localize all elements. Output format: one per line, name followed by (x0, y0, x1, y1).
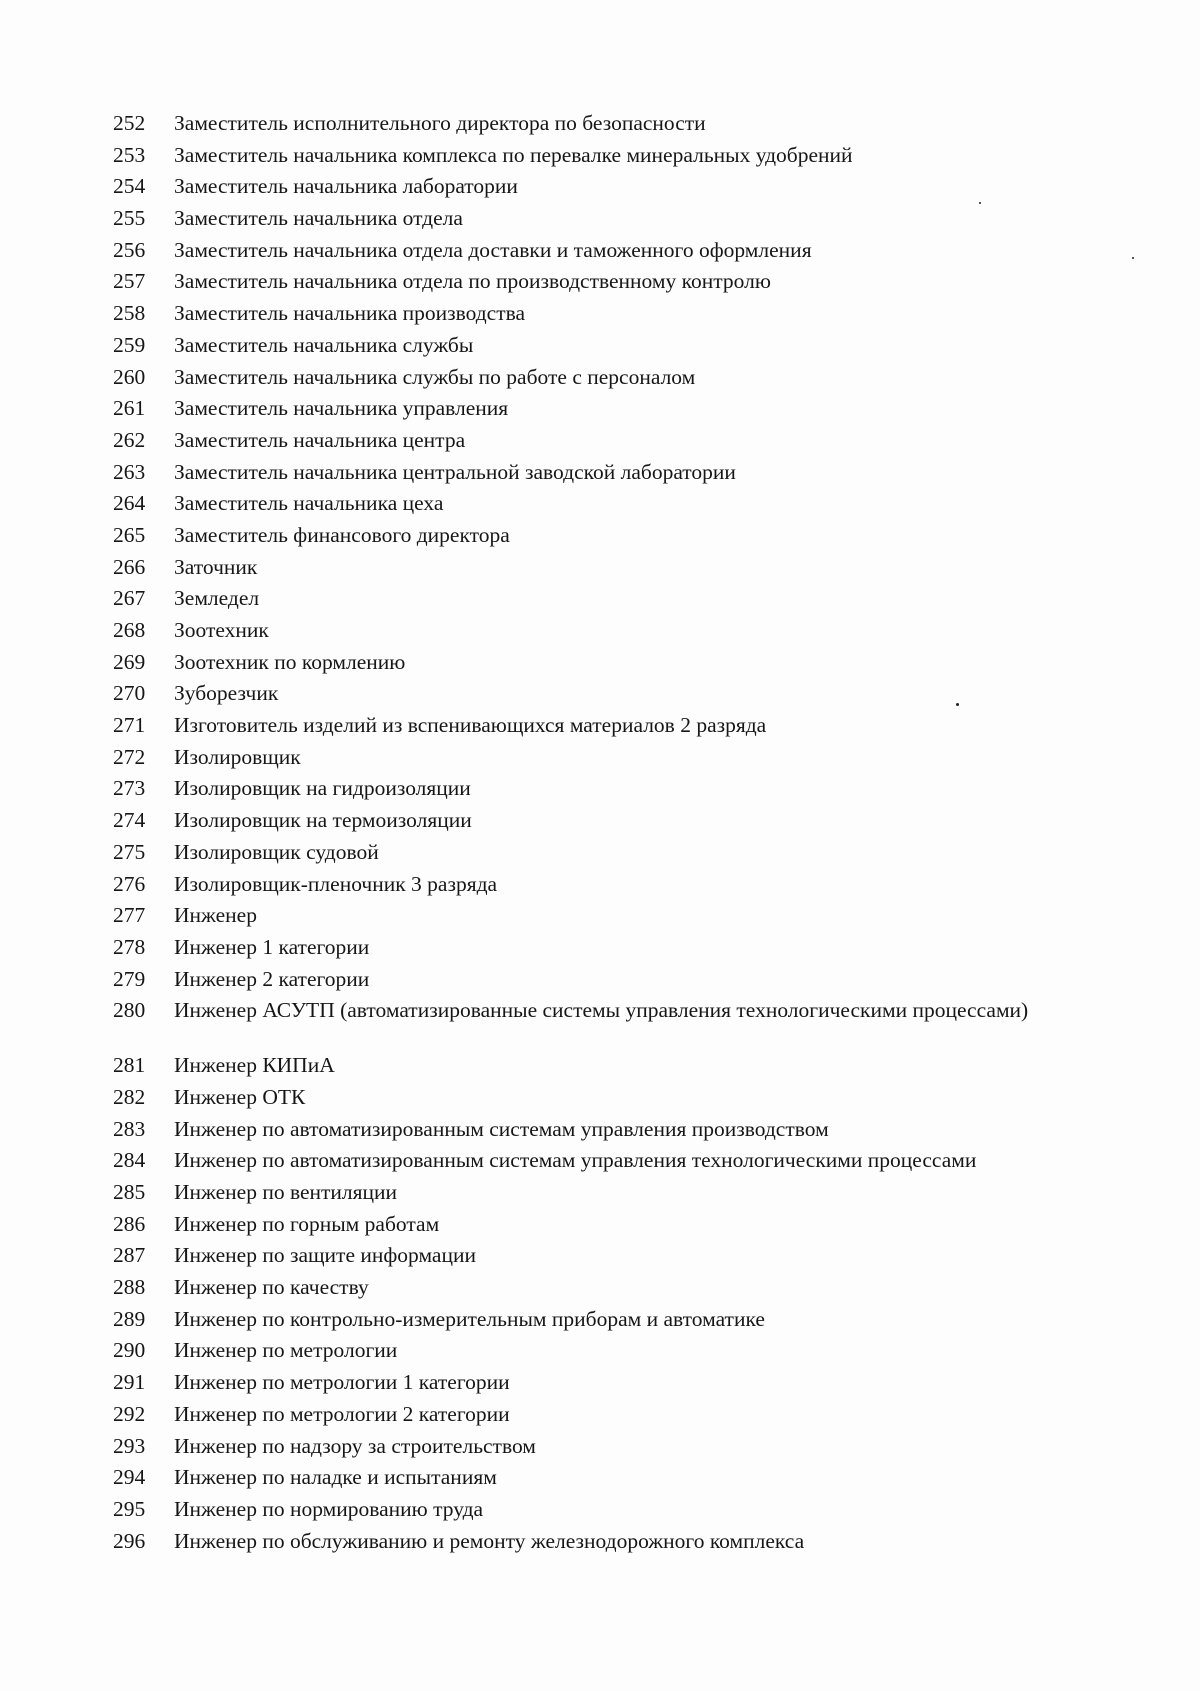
item-number: 278 (113, 934, 146, 959)
list-item (113, 1402, 1123, 1434)
item-title: Заместитель начальника управления (174, 396, 509, 421)
item-number: 267 (113, 586, 146, 611)
item-title: Инженер по автоматизированным системам управления технологическими процессами (174, 1148, 977, 1173)
item-number: 271 (113, 713, 146, 738)
item-number: 288 (113, 1275, 146, 1300)
list-item (113, 301, 1123, 333)
list-item (113, 365, 1123, 397)
item-number: 275 (113, 839, 146, 864)
item-title: Заместитель начальника центральной заводской лаборатории (174, 459, 736, 484)
item-number: 273 (113, 776, 146, 801)
item-number: 269 (113, 649, 146, 674)
item-title: Инженер КИПиА (174, 1053, 335, 1078)
list-item (113, 269, 1123, 301)
item-title: Зоотехник (174, 618, 269, 642)
list-item (113, 523, 1123, 555)
list-item (113, 872, 1123, 904)
list-item (113, 1085, 1123, 1117)
scan-speck (1132, 257, 1134, 259)
item-title: Инженер (174, 903, 257, 928)
position-list (113, 111, 1123, 1560)
list-item (113, 206, 1123, 238)
item-title: Заместитель начальника отдела по производственному контролю (174, 269, 771, 294)
item-title: Инженер по контрольно-измерительным приборам и автоматике (174, 1306, 765, 1331)
list-item (113, 935, 1123, 967)
list-item (113, 1338, 1123, 1370)
item-number: 272 (113, 744, 146, 769)
scan-speck (956, 703, 959, 706)
list-item (113, 1180, 1123, 1212)
list-item (113, 491, 1123, 523)
list-item (113, 1275, 1123, 1307)
item-title: Изолировщик судовой (174, 839, 379, 864)
list-item (113, 1212, 1123, 1244)
item-number: 274 (113, 808, 146, 833)
item-title: Изолировщик (174, 744, 301, 769)
item-title: Инженер 1 категории (174, 934, 370, 959)
item-title: Инженер по надзору за строительством (174, 1433, 536, 1458)
list-item (113, 967, 1123, 999)
list-item (113, 1434, 1123, 1466)
item-number: 282 (113, 1084, 146, 1109)
item-number: 258 (113, 301, 146, 326)
list-item (113, 1117, 1123, 1149)
list-item (113, 1497, 1123, 1529)
item-number: 281 (113, 1053, 146, 1078)
item-number: 295 (113, 1496, 146, 1521)
item-title: Заместитель начальника комплекса по перевалке минеральных удобрений (174, 142, 853, 167)
list-item (113, 1053, 1123, 1085)
item-number: 276 (113, 871, 146, 896)
item-number: 279 (113, 966, 146, 991)
item-title: Заместитель исполнительного директора по безопасности (174, 111, 706, 135)
list-item (113, 776, 1123, 808)
item-title: Заместитель начальника отдела доставки и таможенного оформления (174, 237, 812, 262)
list-item (113, 174, 1123, 206)
list-item (113, 1148, 1123, 1180)
item-number: 280 (113, 998, 146, 1023)
item-title: Заместитель начальника центра (174, 427, 466, 452)
item-number: 289 (113, 1306, 146, 1331)
item-number: 296 (113, 1528, 146, 1553)
item-title: Заместитель начальника отдела (174, 206, 463, 231)
item-number: 277 (113, 903, 146, 928)
item-number: 257 (113, 269, 146, 294)
list-item (113, 238, 1123, 270)
item-number: 270 (113, 681, 146, 706)
item-title: Инженер по защите информации (174, 1243, 476, 1268)
item-title: Инженер по нормированию труда (174, 1496, 484, 1521)
list-item (113, 840, 1123, 872)
list-item (113, 1370, 1123, 1402)
item-number: 290 (113, 1338, 146, 1363)
item-title: Инженер ОТК (174, 1084, 306, 1109)
item-title: Заместитель начальника производства (174, 301, 526, 326)
list-item (113, 903, 1123, 935)
item-title: Инженер 2 категории (174, 966, 370, 991)
list-item (113, 681, 1123, 713)
item-title: Заточник (174, 554, 258, 579)
item-title: Земледел (174, 586, 260, 611)
item-number: 292 (113, 1401, 146, 1426)
item-title: Заместитель начальника службы (174, 332, 474, 357)
item-number: 283 (113, 1116, 146, 1141)
item-title: Заместитель начальника цеха (174, 491, 444, 516)
list-item (113, 650, 1123, 682)
item-title: Инженер по обслуживанию и ремонту железнодорожного комплекса (174, 1528, 805, 1553)
item-title: Заместитель начальника лаборатории (174, 174, 518, 199)
item-number: 253 (113, 142, 146, 167)
item-number: 261 (113, 396, 146, 421)
item-title: Инженер по автоматизированным системам управления производством (174, 1116, 829, 1141)
scan-speck (979, 202, 981, 204)
item-title: Инженер по метрологии 2 категории (174, 1401, 510, 1426)
item-number: 294 (113, 1465, 146, 1490)
item-number: 252 (113, 111, 146, 135)
item-number: 266 (113, 554, 146, 579)
list-item (113, 1243, 1123, 1275)
list-item (113, 111, 1123, 143)
item-number: 254 (113, 174, 146, 199)
item-number: 287 (113, 1243, 146, 1268)
item-title: Инженер по горным работам (174, 1211, 440, 1236)
item-number: 286 (113, 1211, 146, 1236)
item-title: Зуборезчик (174, 681, 279, 706)
item-title: Инженер по наладке и испытаниям (174, 1465, 497, 1490)
list-item (113, 396, 1123, 428)
list-item (113, 998, 1123, 1053)
item-number: 284 (113, 1148, 146, 1173)
item-title: Зоотехник по кормлению (174, 649, 406, 674)
list-item (113, 1529, 1123, 1561)
item-title: Изолировщик на термоизоляции (174, 808, 472, 833)
list-item (113, 713, 1123, 745)
item-number: 259 (113, 332, 146, 357)
item-number: 256 (113, 237, 146, 262)
list-item (113, 333, 1123, 365)
item-title: Инженер по качеству (174, 1275, 369, 1300)
item-number: 255 (113, 206, 146, 231)
item-number: 291 (113, 1370, 146, 1395)
item-number: 268 (113, 618, 146, 642)
item-number: 262 (113, 427, 146, 452)
item-number: 265 (113, 522, 146, 547)
item-title: Изготовитель изделий из вспенивающихся материалов 2 разряда (174, 713, 767, 738)
list-item (113, 428, 1123, 460)
list-item (113, 555, 1123, 587)
list-item (113, 460, 1123, 492)
list-item (113, 745, 1123, 777)
item-number: 264 (113, 491, 146, 516)
list-item (113, 808, 1123, 840)
list-item (113, 1307, 1123, 1339)
item-title: Инженер АСУТП (автоматизированные системы управления технологическими процессами) (174, 998, 1029, 1023)
list-item (113, 586, 1123, 618)
list-item (113, 1465, 1123, 1497)
item-title: Заместитель начальника службы по работе с персоналом (174, 364, 696, 389)
item-title: Изолировщик-пленочник 3 разряда (174, 871, 498, 896)
item-title: Заместитель финансового директора (174, 522, 510, 547)
item-title: Инженер по метрологии (174, 1338, 398, 1363)
item-title: Инженер по вентиляции (174, 1180, 398, 1204)
list-item (113, 143, 1123, 175)
item-number: 285 (113, 1180, 146, 1204)
item-number: 293 (113, 1433, 146, 1458)
item-number: 260 (113, 364, 146, 389)
item-title: Изолировщик на гидроизоляции (174, 776, 471, 801)
item-number: 263 (113, 459, 146, 484)
list-item (113, 618, 1123, 650)
item-title: Инженер по метрологии 1 категории (174, 1370, 510, 1395)
